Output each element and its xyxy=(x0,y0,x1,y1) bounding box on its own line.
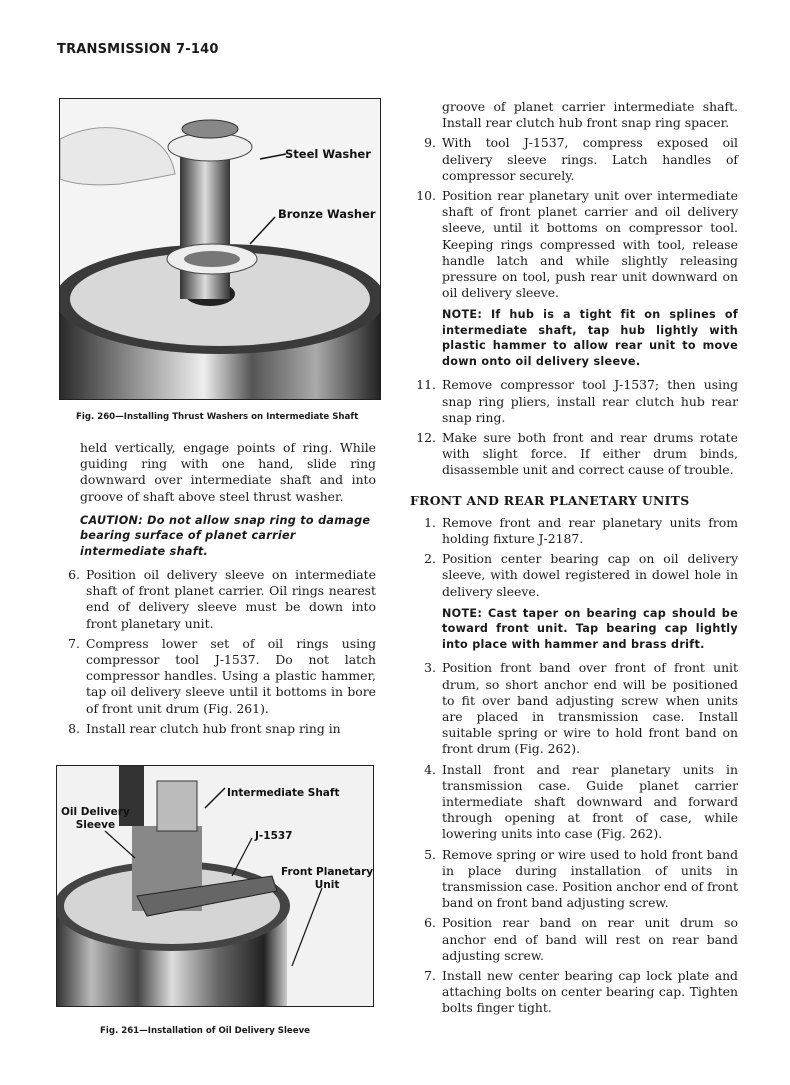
step-7b: 7. Install new center bearing cap lock plate and attaching bolts on center bearing cap. Tighten bolts finger tight. xyxy=(424,968,738,1016)
left-steps xyxy=(56,567,376,741)
note-cast-taper: NOTE: Cast taper on bearing cap should be toward front unit. Tap bearing cap lightly into place with hammer and brass drift. xyxy=(442,606,738,651)
step-7: 7. Compress lower set of oil rings using compressor tool J-1537. Do not latch compressor handles. Using a plastic hammer, tap oil delivery sleeve until it bottoms in bore of front unit drum (Fig. 261). xyxy=(68,635,376,716)
step-6b: 6. Position rear band on rear unit drum so anchor end of band will rest on rear band adjusting screw. xyxy=(424,915,738,963)
label-intermediate-shaft: Intermediate Shaft xyxy=(227,787,340,799)
figure-260-caption: Fig. 260—Installing Thrust Washers on Intermediate Shaft xyxy=(76,412,359,422)
label-oil-delivery-sleeve: Oil Delivery Sleeve xyxy=(61,806,130,831)
step-5: 5. Remove spring or wire used to hold front band in place during installation of units in transmission case. Position anchor end of front band on front band adjusting screw. xyxy=(424,846,738,911)
label-bronze-washer: Bronze Washer xyxy=(278,207,376,221)
paragraph-continued: held vertically, engage points of ring. While guiding ring with one hand, slide ring downward over intermediate shaft and into groove of shaft above steel thrust washer. xyxy=(80,440,376,504)
paragraph-continued-right: groove of planet carrier intermediate shaft. Install rear clutch hub front snap ring spacer. xyxy=(442,99,738,131)
label-j1537: J-1537 xyxy=(255,830,293,842)
step-4: 4. Install front and rear planetary units in transmission case. Guide planet carrier intermediate shaft downward and forward through opening at front of case, while lowering units into case (Fig. 262). xyxy=(424,761,738,842)
caution-note: CAUTION: Do not allow snap ring to damage bearing surface of planet carrier intermediate shaft. xyxy=(80,513,371,558)
step-12: 12. Make sure both front and rear drums rotate with slight force. If either drum binds, disassemble unit and correct cause of trouble. xyxy=(416,430,738,478)
step-11: 11. Remove compressor tool J-1537; then using snap ring pliers, install rear clutch hub rear snap ring. xyxy=(416,377,738,425)
page-header: TRANSMISSION 7-140 xyxy=(57,42,219,57)
left-column xyxy=(80,440,376,567)
section-heading: FRONT AND REAR PLANETARY UNITS xyxy=(410,492,690,508)
right-column xyxy=(412,99,738,1021)
figure-261-caption: Fig. 261—Installation of Oil Delivery Sleeve xyxy=(100,1026,311,1036)
figure-260 xyxy=(59,98,381,400)
label-steel-washer: Steel Washer xyxy=(285,147,371,161)
step-10: 10. Position rear planetary unit over intermediate shaft of front planet carrier and oil delivery sleeve, until it bottoms on compressor tool. Keeping rings compressed with tool, release handle latch and while slightly releasing pressure on tool, push rear unit downward on oil delivery sleeve. xyxy=(416,188,738,301)
step-9: 9. With tool J-1537, compress exposed oil delivery sleeve rings. Latch handles of compressor securely. xyxy=(424,135,738,183)
step-2: 2. Position center bearing cap on oil delivery sleeve, with dowel registered in dowel hole in delivery sleeve. xyxy=(424,551,738,599)
note-hub-fit: NOTE: If hub is a tight fit on splines of intermediate shaft, tap hub lightly with plastic hammer to allow rear unit to move down onto oil delivery sleeve. xyxy=(442,308,738,368)
step-1: 1. Remove front and rear planetary units from holding fixture J-2187. xyxy=(424,514,738,547)
label-front-planetary-unit: Front Planetary Unit xyxy=(281,866,374,891)
figure-261 xyxy=(56,765,374,1007)
thrust-washers-illustration xyxy=(60,99,380,399)
step-6: 6. Position oil delivery sleeve on intermediate shaft of front planet carrier. Oil rings nearest end of delivery sleeve must be down into front planetary unit. xyxy=(68,567,376,631)
step-8: 8. Install rear clutch hub front snap ring in xyxy=(68,720,341,736)
step-3: 3. Position front band over front of front unit drum, so short anchor end will be positioned to fit over band adjusting screw when units are placed in transmission case. Install suitable spring or wire to hold front band on front drum (Fig. 262). xyxy=(424,660,738,757)
